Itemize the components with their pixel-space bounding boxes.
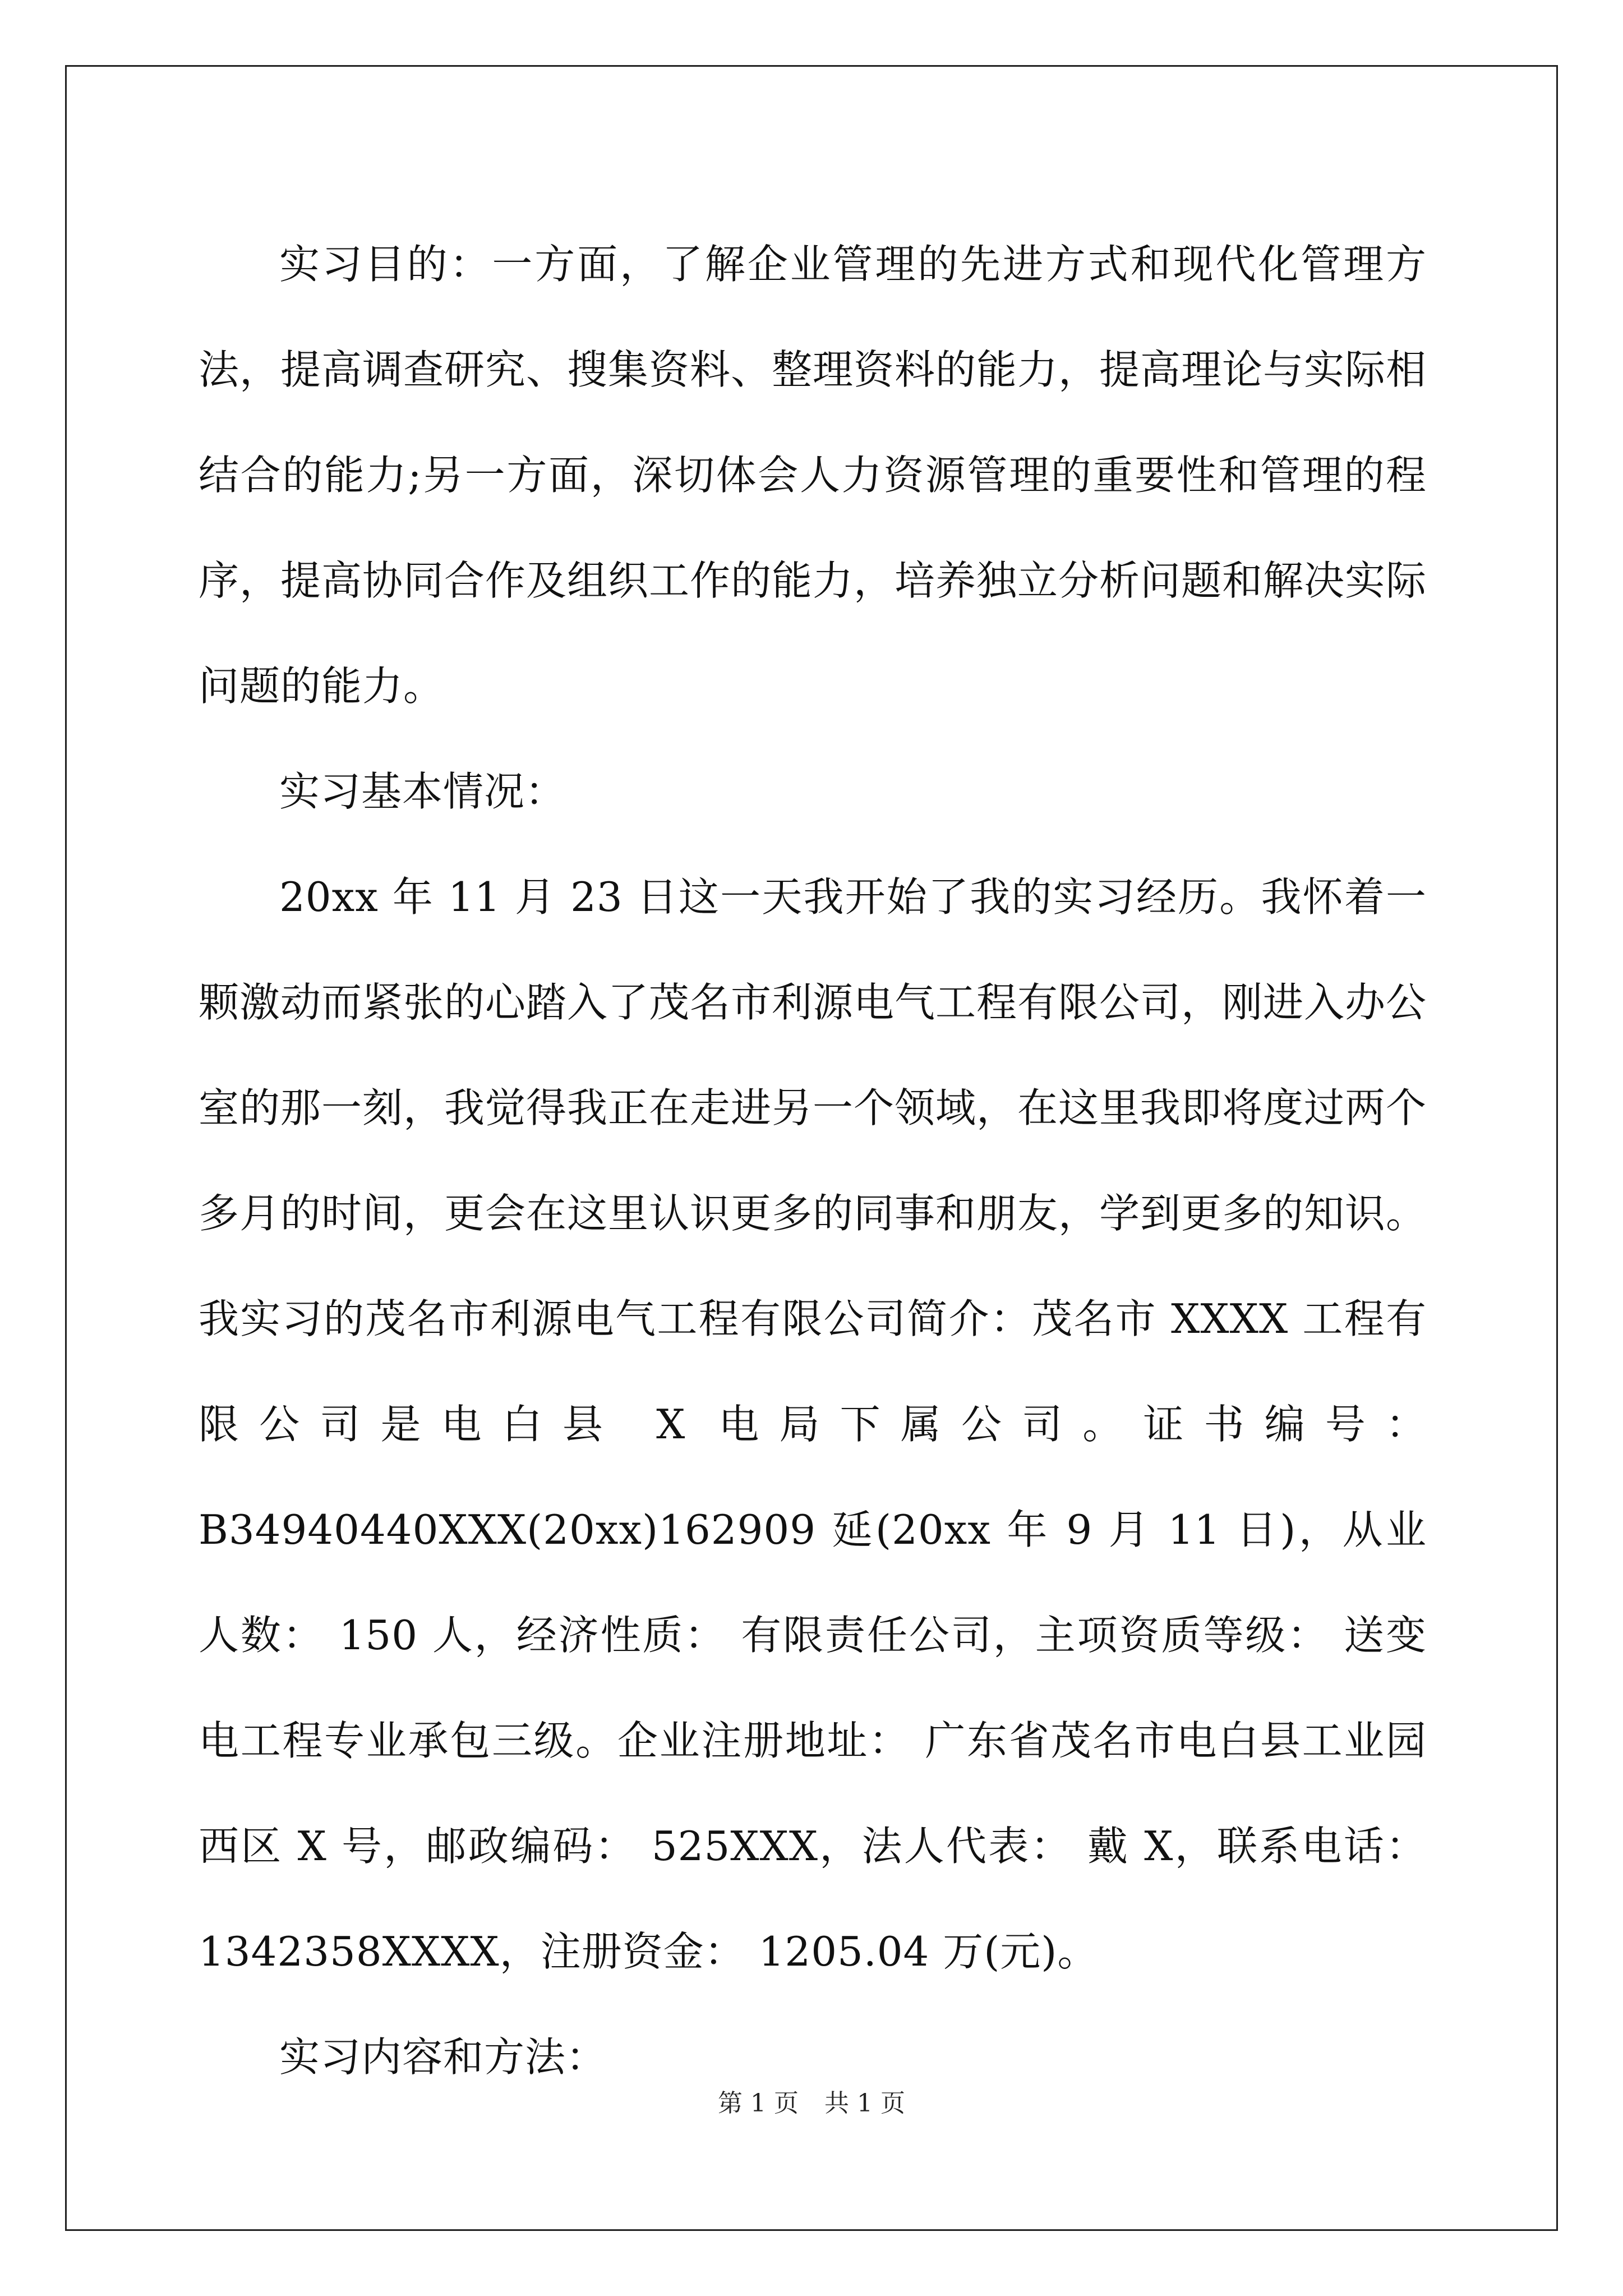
page-footer — [0, 2087, 1623, 2120]
paragraph-basic-heading: 实习基本情况： — [279, 768, 566, 815]
page-number-total: 共 1 页 — [824, 2089, 905, 2118]
paragraph-basic-info: 20xx 年 11 月 23 日这一天我开始了我的实习经历。我怀着一颗激动而紧张的心踏入了茂名市利源电气工程有限公司，刚进入办公室的那一刻，我觉得我正在走进另一个领域，在这里我即将度过两个多月的时间，更会在这里认识更多的同事和朋友，学到更多的知识。我实习的茂名市利源电气工程有限公司简介：茂名市 XXXX 工程有限公司是电白县 X 电局下属公司。证书编号： B34940440XXX(20xx)162909 延(20xx 年 9 月 11 日)，从业人数： 150 人，经济性质： 有限责任公司，主项资质等级： 送变电工程专业承包三级。企业注册地址： 广东省茂名市电白县工业园西区 X 号，邮政编码： 525XXX，法人代表： 戴 X，联系电话： 1342358XXXX，注册资金： 1205.04 万(元)。 — [199, 873, 1427, 1975]
paragraph-purpose: 实习目的：一方面，了解企业管理的先进方式和现代化管理方法，提高调查研究、搜集资料、整理资料的能力，提高理论与实际相结合的能力;另一方面，深切体会人力资源管理的重要性和管理的程序，提高协同合作及组织工作的能力，培养独立分析问题和解决实际问题的能力。 — [199, 241, 1427, 710]
paragraph-content-heading: 实习内容和方法： — [279, 2033, 607, 2081]
page-number-current: 第 1 页 — [718, 2089, 799, 2118]
document-body — [199, 211, 1427, 2110]
